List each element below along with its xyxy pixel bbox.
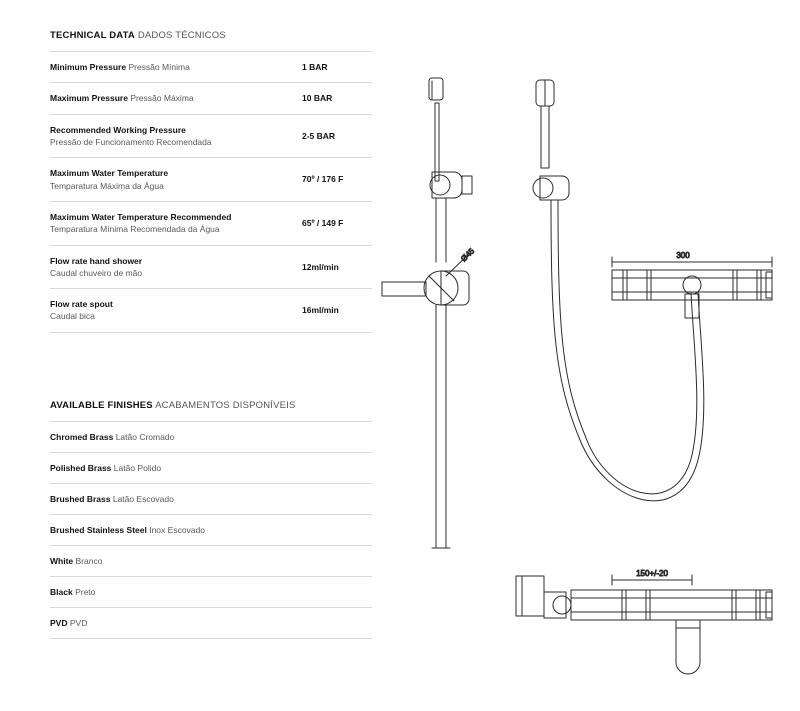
spec-label-pt: Pressão Mínima [128,62,190,72]
available-finishes-section [50,400,372,639]
spec-label [50,158,302,202]
spec-label [50,52,302,83]
table-row [50,201,372,245]
finish-label-pt: Latão Cromado [115,432,175,442]
finish-cell [50,422,372,453]
dimension-width-label: 300 [676,251,690,260]
finish-cell [50,515,372,546]
finish-label-en: PVD [50,618,68,628]
technical-drawings [380,0,800,711]
finish-label-en: Chromed Brass [50,432,114,442]
spec-value: 1 BAR [302,62,328,72]
finish-label-pt: Branco [75,556,103,566]
available-finishes-heading-pt: ACABAMENTOS DISPONÍVEIS [155,400,296,411]
list-item [50,546,372,577]
technical-data-heading-pt: DADOS TÉCNICOS [137,30,226,41]
finish-cell [50,608,372,639]
finish-label-en: Black [50,587,73,597]
table-row [50,83,372,114]
list-item [50,577,372,608]
dimension-diameter-label: Ø45 [459,246,477,264]
spec-label-en: Minimum Pressure [50,62,127,72]
list-item [50,608,372,639]
finish-cell [50,577,372,608]
technical-data-table [50,51,372,333]
spec-label-pt: Pressão Máxima [130,93,194,104]
finish-label-en: White [50,556,74,566]
table-row [50,289,372,333]
technical-data-section [50,30,372,333]
finish-label-pt: Latão Polido [113,463,162,473]
list-item [50,453,372,484]
finish-cell [50,484,372,515]
spec-value: 10 BAR [302,93,333,104]
spec-label-en: Maximum Water Temperature [50,168,169,179]
finishes-table [50,421,372,639]
finish-cell [50,453,372,484]
spec-label-en: Flow rate hand shower [50,255,143,266]
spec-label-pt: Temparatura Máxima da Água [50,180,164,191]
spec-label-en: Recommended Working Pressure [50,124,186,135]
table-row [50,245,372,289]
list-item [50,422,372,453]
drawing-handshower-hose [533,80,704,501]
list-item [50,515,372,546]
spec-value: 2-5 BAR [302,130,336,141]
dimension-projection-label: 150+/-20 [636,569,668,578]
finish-label-pt: Inox Escovado [149,525,205,535]
finish-cell [50,546,372,577]
finish-label-en: Brushed Stainless Steel [50,525,147,535]
spec-value: 12ml/min [302,261,339,272]
spec-label [50,83,302,114]
available-finishes-heading [50,400,372,411]
spec-label-en: Maximum Pressure [50,93,128,104]
available-finishes-heading-en: AVAILABLE FINISHES [50,400,153,411]
spec-label-en: Maximum Water Temperature Recommended [50,211,232,222]
spec-label [50,245,302,289]
table-row [50,114,372,158]
table-row [50,52,372,83]
drawings-svg [380,0,800,711]
spec-value: 70º / 176 F [302,174,344,185]
drawing-bath-spout-bottom [516,569,772,674]
table-row [50,158,372,202]
spec-label-pt: Temparatura Mínima Recomendada da Água [50,224,220,235]
list-item [50,484,372,515]
spec-label-pt: Caudal chuveiro de mão [50,267,143,278]
finish-label-en: Polished Brass [50,463,112,473]
spec-value: 65º / 149 F [302,218,344,229]
finish-label-en: Brushed Brass [50,494,111,504]
finish-label-pt: Preto [75,587,96,597]
finish-label-pt: Latão Escovado [112,494,174,504]
spec-label-pt: Pressão de Funcionamento Recomendada [50,136,212,147]
spec-label [50,289,302,333]
technical-data-heading-en: TECHNICAL DATA [50,30,135,41]
drawing-slide-bar-elevation [382,78,477,548]
spec-value: 16ml/min [302,305,339,316]
spec-label [50,114,302,158]
technical-data-heading [50,30,372,41]
finish-label-pt: PVD [69,618,88,628]
spec-label-pt: Caudal bica [50,311,95,322]
spec-label-en: Flow rate spout [50,299,113,310]
spec-label [50,201,302,245]
